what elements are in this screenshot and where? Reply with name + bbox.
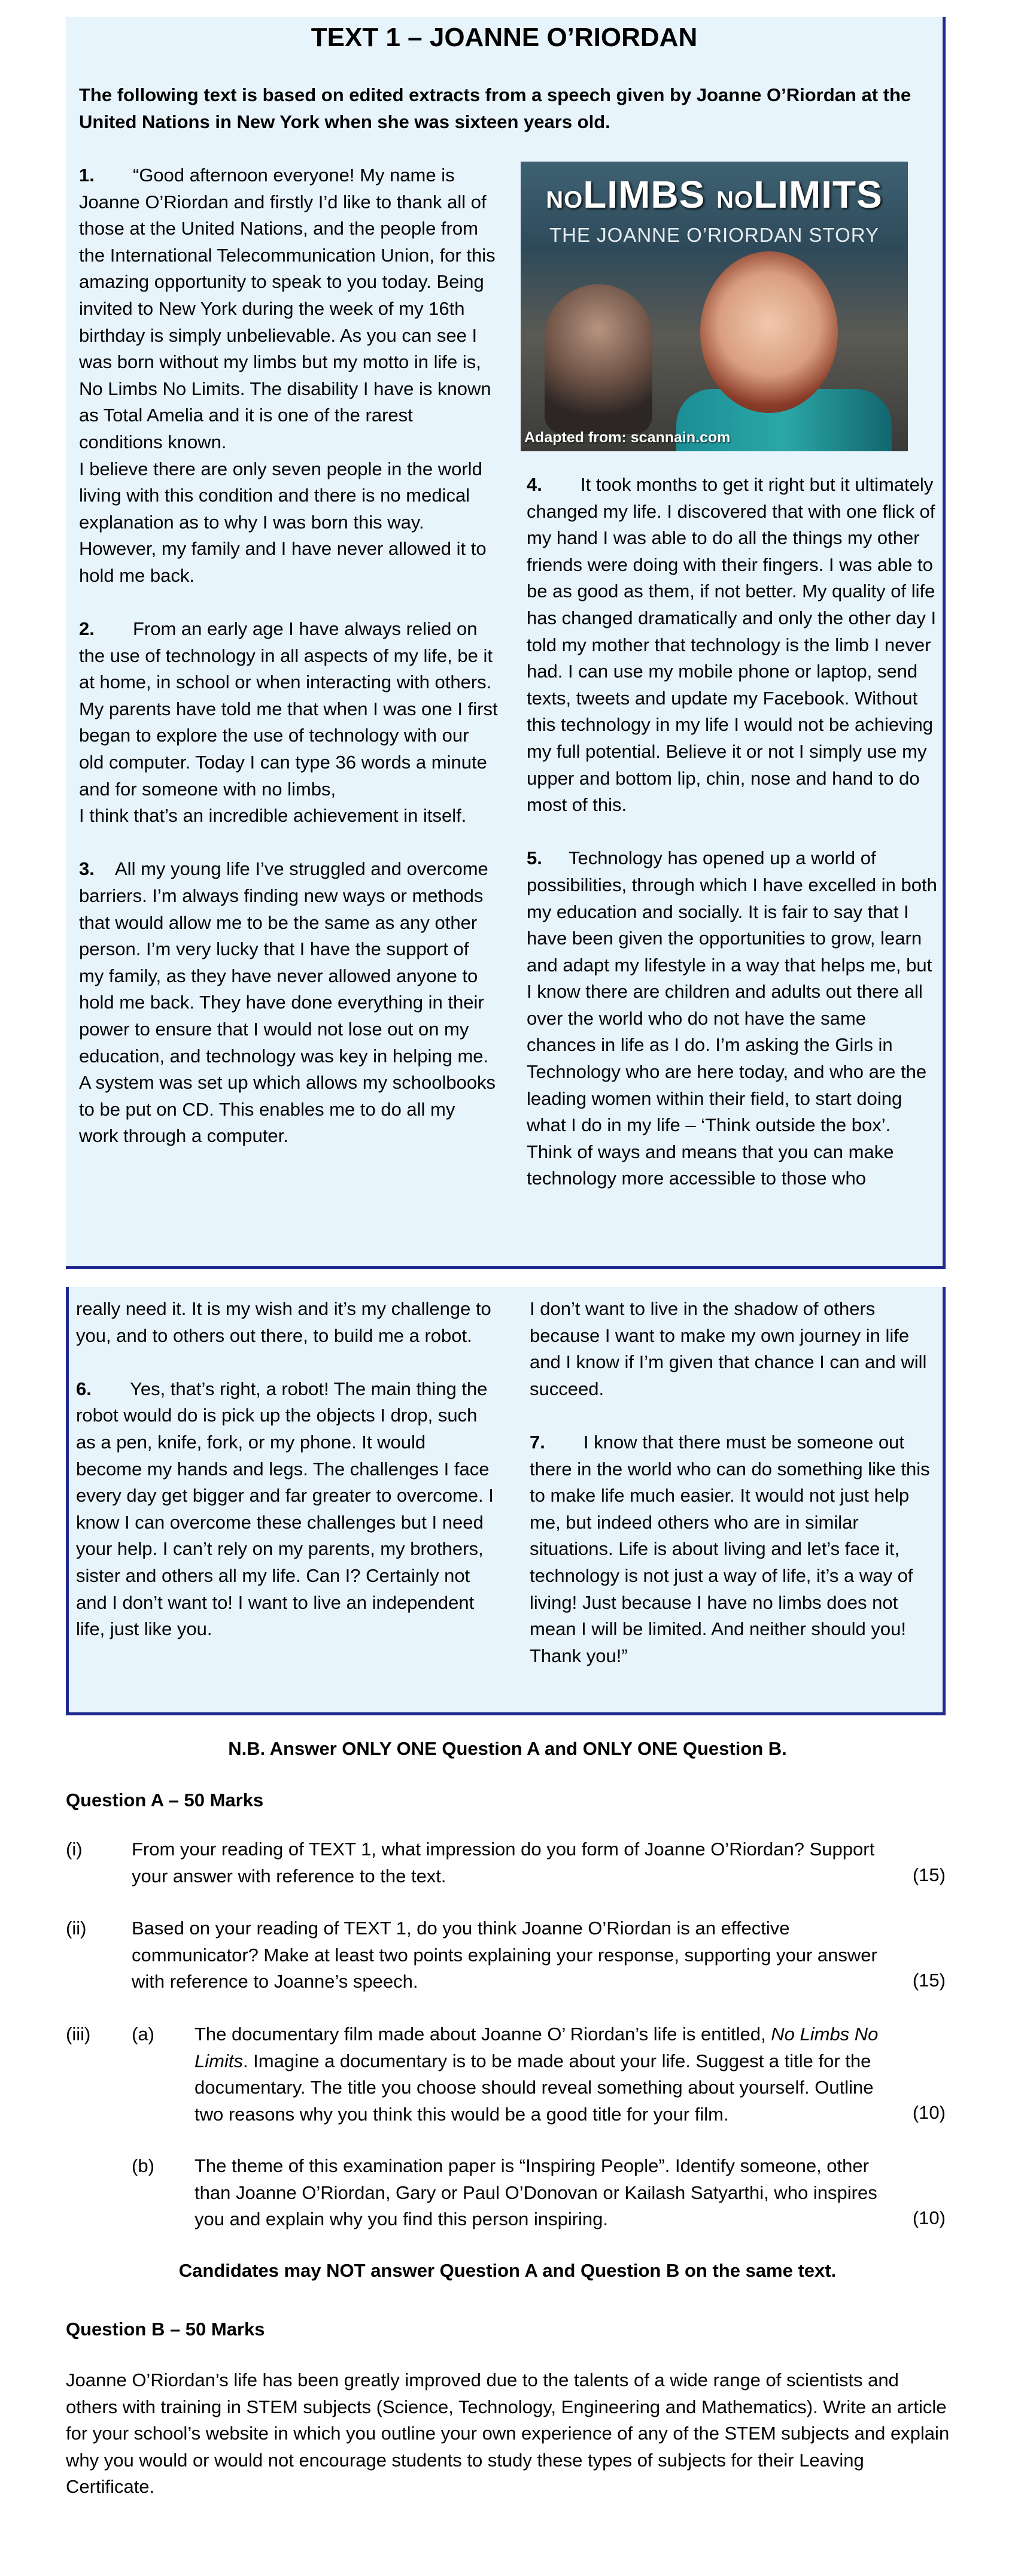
question-label: (a) [132, 2024, 154, 2045]
candidates-warning: Candidates may NOT answer Question A and Question B on the same text. [178, 2260, 837, 2281]
paragraph-1 [79, 162, 498, 590]
column-left-bottom [76, 1296, 495, 1643]
question-b-heading: Question B – 50 Marks [66, 2319, 265, 2340]
question-a-iii-b-text: The theme of this examination paper is “Inspiring People”. Identify someone, other than Joanne O’Riordan, Gary or Paul O’Donovan or Kailash Satyarthi, who inspires you and explain why you find this person inspiring. [195, 2155, 877, 2230]
question-a-heading: Question A – 50 Marks [66, 1790, 264, 1811]
man-figure [545, 284, 652, 434]
question-label: (ii) [66, 1918, 87, 1939]
girl-face [700, 251, 838, 413]
paragraph-text: It took months to get it right but it ultimately changed my life. I discovered that with one flick of my hand I was able to do all the things my other friends were doing with their fingers. I was able to be as good as them, if not better. My quality of life has changed dramatically and only the other day I told my mother that technology is the limb I never had. I can use my mobile phone or laptop, send texts, tweets and update my Facebook. Without this technology in my life I would not be achieving my full potential. Believe it or not I simply use my upper and bottom lip, chin, nose and hand to do most of this. [527, 474, 937, 816]
no-limbs-no-limits-image [521, 162, 908, 451]
text1-panel-bottom [66, 1287, 946, 1715]
question-label: (i) [66, 1839, 83, 1860]
question-a-i-text: From your reading of TEXT 1, what impression do you form of Joanne O’Riordan? Support your answer with reference to the text. [132, 1839, 875, 1887]
paragraph-number: 1. [79, 165, 95, 186]
text1-panel-top [66, 17, 946, 1269]
image-subtitle: THE JOANNE O’RIORDAN STORY [549, 224, 880, 246]
text-intro: The following text is based on edited extracts from a speech given by Joanne O’Riordan at the United Nations in New York when she was sixteen years old. [79, 84, 911, 132]
documentary-title: No Limbs No Limits [195, 2024, 879, 2071]
question-marks: (15) [912, 1864, 946, 1885]
text-title: TEXT 1 – JOANNE O’RIORDAN [311, 23, 698, 52]
nb-instruction: N.B. Answer ONLY ONE Question A and ONLY ONE Question B. [228, 1738, 787, 1759]
paragraph-number: 6. [76, 1378, 92, 1399]
paragraph-text: Yes, that’s right, a robot! The main thing the robot would do is pick up the objects I drop, such as a pen, knife, fork, or my phone. It would become my hands and legs. The challenges I face every day get bigger and far greater to overcome. I know I can overcome these challenges but I need your help. I can’t rely on my parents, my brothers, sister and others all my life. Can I? Certainly not and I don’t want to! I want to live an independent life, just like you. [76, 1378, 494, 1640]
paragraph-2 [79, 616, 498, 830]
question-marks: (10) [912, 2207, 946, 2228]
question-label: (iii) [66, 2024, 91, 2045]
paragraph-3 [79, 856, 498, 1150]
paragraph-text-cont: I believe there are only seven people in the world living with this condition and there is no medical explanation as to why I was born this way. However, my family and I have never allowed it to hold me back. [79, 458, 487, 586]
column-left-top [79, 162, 498, 1150]
paragraph-text-cont: I think that’s an incredible achievement in itself. [79, 805, 467, 827]
paragraph-7 [530, 1429, 943, 1669]
paragraph-number: 7. [530, 1431, 545, 1453]
paragraph-number: 3. [79, 858, 95, 880]
paragraph-text: I don’t want to live in the shadow of others because I want to make my own journey in life and I know if I’m given that chance I can and will succeed. [530, 1298, 927, 1399]
question-a-iii-a-text: The documentary film made about Joanne O’ Riordan’s life is entitled, No Limbs No Limits. Imagine a documentary is to be made about your life. Suggest a title for the documentary. The title you choose should reveal something about yourself. Outline two reasons why you think this would be a good title for your film. [195, 2024, 879, 2125]
image-credit: Adapted from: scannain.com [524, 429, 731, 446]
column-right-top [527, 472, 940, 1192]
question-b-text: Joanne O’Riordan’s life has been greatly improved due to the talents of a wide range of scientists and others with training in STEM subjects (Science, Technology, Engineering and Mathematics). Write an article for your school’s website in which you outline your own experience of any of the STEM subjects and explain why you would or would not encourage students to study these types of subjects for their Leaving Certificate. [66, 2370, 950, 2498]
question-label: (b) [132, 2155, 154, 2176]
image-logo: NOLIMBS NOLIMITS [546, 173, 883, 216]
paragraph-5 [527, 845, 940, 1192]
paragraph-text: All my young life I’ve struggled and overcome barriers. I’m always finding new ways or methods that would allow me to be the same as any other person. I’m very lucky that I have the support of my family, as they have never allowed anyone to hold me back. They have done everything in their power to ensure that I would not lose out on my education, and technology was key in helping me. A system was set up which allows my schoolbooks to be put on CD. This enables me to do all my work through a computer. [79, 858, 496, 1147]
question-marks: (15) [912, 1970, 946, 1991]
paragraph-4 [527, 472, 940, 819]
paragraph-text: Technology has opened up a world of possibilities, through which I have excelled in both my education and socially. It is fair to say that I have been given the opportunities to grow, learn and adapt my lifestyle in a way that helps me, but I know there are children and adults out there all over the world who do not have the same chances in life as I do. I’m asking the Girls in Technology who are here today, and who are the leading women within their field, to start doing what I do in my life – ‘Think outside the box’. Think of ways and means that you can make technology more accessible to those who [527, 847, 937, 1189]
paragraph-number: 4. [527, 474, 542, 495]
question-a-ii-text: Based on your reading of TEXT 1, do you think Joanne O’Riordan is an effective communicator? Make at least two points explaining your response, supporting your answer with reference to Joanne’s speech. [132, 1918, 877, 1992]
question-marks: (10) [912, 2102, 946, 2123]
column-right-bottom [530, 1296, 943, 1669]
paragraph-6 [76, 1376, 495, 1643]
paragraph-5-continued [76, 1296, 495, 1349]
paragraph-6-continued [530, 1296, 943, 1402]
paragraph-text: I know that there must be someone out there in the world who can do something like this to make life much easier. It would not just help me, but indeed others who are in similar situations. Life is about living and let’s face it, technology is not just a way of life, it’s a way of living! Just because I have no limbs does not mean I will be limited. And neither should you! Thank you!” [530, 1431, 930, 1666]
paragraph-text: From an early age I have always relied on the use of technology in all aspects of my life, be it at home, in school or when interacting with others. My parents have told me that when I was one I first began to explore the use of technology with our old computer. Today I can type 36 words a minute and for someone with no limbs, [79, 618, 498, 800]
paragraph-number: 5. [527, 847, 542, 869]
paragraph-number: 2. [79, 618, 95, 640]
paragraph-text: really need it. It is my wish and it’s my challenge to you, and to others out there, to build me a robot. [76, 1298, 491, 1346]
paragraph-text: “Good afternoon everyone! My name is Joanne O’Riordan and firstly I’d like to thank all of those at the United Nations, and the people from the International Telecommunication Union, for this amazing opportunity to speak to you today. Being invited to New York during the week of my 16th birthday is simply unbelievable. As you can see I was born without my limbs but my motto in life is, No Limbs No Limits. The disability I have is known as Total Amelia and it is one of the rarest conditions known. [79, 165, 496, 452]
